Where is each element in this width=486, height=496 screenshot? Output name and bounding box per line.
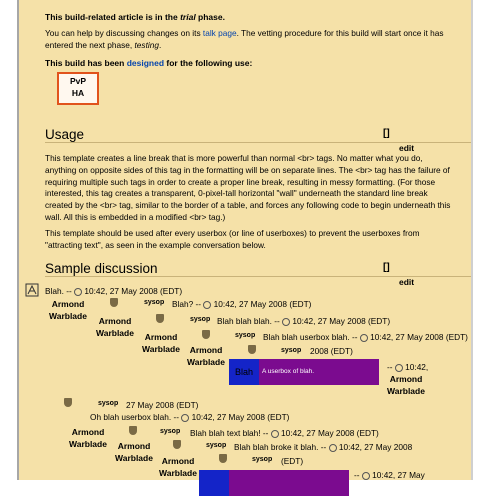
clock-icon — [282, 318, 290, 326]
vetting-text: You can help by discussing changes on its — [45, 28, 203, 38]
username-link[interactable]: Armond Warblade — [187, 345, 225, 367]
username-link[interactable]: Armond Warblade — [49, 299, 87, 321]
role-badge: sysop — [206, 442, 227, 449]
usage-edit-link[interactable]: edit — [399, 143, 415, 153]
clock-icon — [362, 472, 370, 480]
designed-notice — [45, 58, 252, 68]
sample-toc-anchor[interactable]: [] — [383, 262, 390, 273]
timestamp: 10:42, 27 May 2008 (EDT) — [370, 332, 468, 342]
tag-ha: HA — [71, 88, 85, 98]
shield-icon — [219, 454, 227, 463]
next-phase: testing — [134, 40, 159, 50]
build-tag-box — [57, 72, 99, 105]
phase-name: trial — [180, 12, 196, 22]
comment-7 — [234, 442, 412, 452]
username-link[interactable]: Armond Warblade — [142, 332, 180, 354]
shield-icon — [248, 345, 256, 354]
comment-text: Blah? -- — [172, 299, 204, 309]
timestamp: 10:42, 27 May 2008 (EDT) — [84, 286, 183, 296]
comment-6 — [190, 428, 379, 438]
userbox — [229, 359, 379, 385]
comment-text: Blah blah blah. -- — [217, 316, 283, 326]
timestamp: 10:42, 27 May 2008 (EDT) — [281, 428, 379, 438]
comment-1 — [45, 286, 182, 296]
vetting-notice — [45, 27, 461, 51]
clock-icon — [74, 288, 82, 296]
sample-edit-link[interactable]: edit — [399, 277, 415, 287]
userbox-id: Blah — [229, 359, 259, 385]
right-border — [471, 0, 473, 480]
sample-heading: Sample discussion — [45, 261, 158, 276]
vetting-end: . — [158, 40, 162, 50]
username-link[interactable]: Armond Warblade — [96, 316, 134, 338]
user-avatar-icon — [25, 283, 39, 297]
comment-5 — [90, 412, 289, 422]
phase-notice — [45, 12, 225, 22]
comment-text: Blah blah userbox blah. -- — [263, 332, 360, 342]
tag-pvp: PvP — [69, 76, 87, 86]
comment-text: -- — [387, 362, 395, 372]
designed-text-end: for the following use: — [164, 58, 253, 68]
shield-icon — [202, 330, 210, 339]
userbox-info: A userbox of blah. — [262, 368, 315, 375]
timestamp: 10:42, 27 May 2008 (EDT) — [213, 299, 312, 309]
timestamp: 10:42, 27 May — [372, 470, 425, 480]
role-badge: sysop — [190, 316, 211, 323]
clock-icon — [203, 301, 211, 309]
vetting-text-2: . The vetting procedure for this build will start once it has entered the next phase, — [45, 28, 444, 50]
usage-heading: Usage — [45, 127, 85, 142]
clock-icon — [329, 444, 337, 452]
clock-icon — [360, 334, 368, 342]
role-badge: sysop — [160, 428, 181, 435]
edt-fragment: (EDT) — [281, 456, 304, 466]
username-link[interactable]: Armond Warblade — [69, 427, 107, 449]
role-badge: sysop — [144, 299, 165, 306]
comment-2 — [172, 299, 311, 309]
phase-notice-end: phase. — [195, 12, 225, 22]
comment-4 — [263, 332, 468, 342]
userbox — [199, 470, 349, 496]
date-fragment: 27 May 2008 (EDT) — [126, 400, 199, 410]
comment-text: Blah. -- — [45, 286, 75, 296]
username-link[interactable]: Armond Warblade — [159, 456, 197, 478]
username-link[interactable]: Armond Warblade — [387, 374, 425, 396]
shield-icon — [64, 398, 72, 407]
shield-icon — [173, 440, 181, 449]
timestamp: 10:42, 27 May 2008 (EDT) — [292, 316, 391, 326]
designed-link[interactable]: designed — [126, 58, 165, 68]
comment-text: Blah blah broke it blah. -- — [234, 442, 329, 452]
comment-text: -- — [354, 470, 362, 480]
comment-text: Blah blah text blah! -- — [190, 428, 271, 438]
shield-icon — [129, 426, 137, 435]
comment-text: Oh blah userbox blah. -- — [90, 412, 182, 422]
role-badge: sysop — [252, 456, 273, 463]
talk-page-link[interactable]: talk page — [202, 28, 237, 38]
comment-7-trail — [354, 470, 425, 480]
phase-notice-text: This build-related article is in the — [45, 12, 181, 22]
role-badge: sysop — [98, 400, 119, 407]
date-fragment: 2008 (EDT) — [310, 346, 353, 356]
usage-toc-anchor[interactable]: [] — [383, 128, 390, 139]
timestamp: 10:42, 27 May 2008 (EDT) — [191, 412, 290, 422]
article-body — [19, 0, 471, 480]
designed-text: This build has been — [45, 58, 127, 68]
shield-icon — [110, 298, 118, 307]
comment-4-trail — [387, 362, 428, 372]
usage-paragraph-2: This template should be used after every userbox (or line of userboxes) to prevent the userboxes from "attracting text", as seen in the example conversation below. — [45, 228, 420, 250]
timestamp: 10:42, 27 May 2008 — [338, 442, 413, 452]
comment-3 — [217, 316, 390, 326]
clock-icon — [181, 414, 189, 422]
timestamp: 10:42, — [405, 362, 429, 372]
role-badge: sysop — [281, 347, 302, 354]
clock-icon — [395, 364, 403, 372]
userbox-id — [199, 470, 229, 496]
usage-paragraph-1: This template creates a line break that is more powerful than normal <br> tags. No matter what you do, anything on opposite sides of this tag in the formatting will be on separate lines. The <br> tag has the failure of requiring multiple such tags in order to create a proper line break, resulting in messy formatting. (For those interested, this tag creates a transparent, 0-pixel-tall horizontal "wall" underneath the standard line break created by the <br> tag, similar to the border of a table, and forces any following code to begin underneath this wall. All this is embedded in a modified <br> tag.) — [45, 153, 451, 222]
clock-icon — [271, 430, 279, 438]
shield-icon — [156, 314, 164, 323]
role-badge: sysop — [235, 332, 256, 339]
username-link[interactable]: Armond Warblade — [115, 441, 153, 463]
